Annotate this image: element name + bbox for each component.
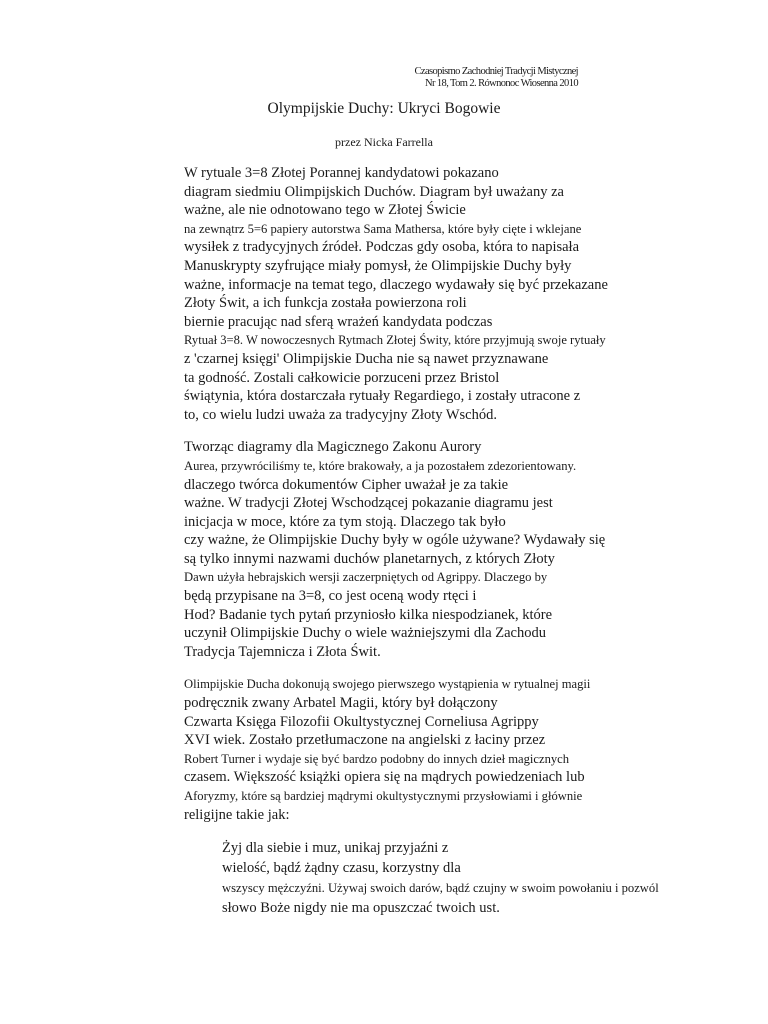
text-line: ważne, ale nie odnotowano tego w Złotej Świcie: [184, 202, 466, 219]
journal-name: Czasopismo Zachodniej Tradycji Mistycznej: [414, 66, 578, 77]
text-line: W rytuale 3=8 Złotej Porannej kandydatowi pokazano: [184, 165, 499, 181]
text-line: Hod? Badanie tych pytań przyniosło kilka niespodzianek, które: [184, 606, 553, 623]
text-line: Manuskrypty szyfrujące miały pomysł, że Olimpijskie Duchy były: [184, 257, 572, 274]
text-line: Rytuał 3=8. W nowoczesnych Rytmach Złotej Świty, które przyjmują swoje rytuały: [184, 333, 606, 348]
text-line: czasem. Większość książki opiera się na mądrych powiedzeniach lub: [184, 769, 585, 786]
text-line: ta godność. Zostali całkowicie porzuceni przez Bristol: [184, 369, 500, 386]
article-title: Olympijskie Duchy: Ukryci Bogowie: [267, 100, 501, 117]
text-line: dlaczego twórca dokumentów Cipher uważał je za takie: [184, 476, 509, 493]
text-line: XVI wiek. Zostało przetłumaczone na angielski z łaciny przez: [184, 732, 546, 749]
text-line: wysiłek z tradycyjnych źródeł. Podczas gdy osoba, która to napisała: [184, 239, 580, 256]
text-line: Złoty Świt, a ich funkcja została powierzona roli: [184, 295, 467, 312]
text-line: diagram siedmiu Olimpijskich Duchów. Diagram był uważany za: [184, 183, 564, 200]
text-line: Tworząc diagramy dla Magicznego Zakonu Aurory: [184, 439, 482, 456]
text-line: Aurea, przywróciliśmy te, które brakowały, a ja pozostałem zdezorientowany.: [184, 458, 577, 473]
text-line: świątynia, która dostarczała rytuały Regardiego, i zostały utracone z: [184, 388, 581, 405]
paragraph-3: [184, 675, 654, 824]
issue-line: Nr 18, Tom 2. Równonoc Wiosenna 2010: [424, 78, 578, 89]
text-line: na zewnątrz 5=6 papiery autorstwa Sama Mathersa, które były cięte i wklejane: [184, 221, 582, 236]
text-line: z 'czarnej księgi' Olimpijskie Ducha nie są nawet przyznawane: [184, 350, 549, 367]
text-line: ważne. W tradycji Złotej Wschodzącej pokazanie diagramu jest: [184, 495, 553, 512]
article-author: przez Nicka Farrella: [335, 135, 433, 149]
running-header: [380, 66, 578, 90]
text-line: uczynił Olimpijskie Duchy o wiele ważniejszymi dla Zachodu: [184, 625, 546, 642]
text-line: Robert Turner i wydaje się być bardzo podobny do innych dzieł magicznych: [184, 751, 570, 766]
text-line: Tradycja Tajemnicza i Złota Świt.: [184, 643, 381, 660]
text-line: Czwarta Księga Filozofii Okultystycznej Corneliusa Agrippy: [184, 713, 539, 730]
quote-line: Żyj dla siebie i muz, unikaj przyjaźni z: [222, 840, 449, 857]
paragraph-2: [184, 438, 654, 661]
quote-line: wszyscy mężczyźni. Używaj swoich darów, bądź czujny w swoim powołaniu i pozwól: [222, 881, 659, 896]
text-line: Aforyzmy, które są bardziej mądrymi okultystycznymi przysłowiami i głównie: [184, 789, 583, 803]
text-line: to, co wielu ludzi uważa za tradycyjny Złoty Wschód.: [184, 406, 497, 423]
text-line: czy ważne, że Olimpijskie Duchy były w ogóle używane? Wydawały się: [184, 532, 606, 549]
block-quote: [184, 838, 659, 918]
quote-line: słowo Boże nigdy nie ma opuszczać twoich ust.: [222, 900, 500, 917]
text-line: Dawn użyła hebrajskich wersji zaczerpniętych od Agrippy. Dlaczego by: [184, 570, 548, 585]
text-line: inicjacja w moce, które za tym stoją. Dlaczego tak było: [184, 513, 506, 530]
text-line: religijne takie jak:: [184, 806, 290, 823]
text-line: biernie pracując nad sferą wrażeń kandydata podczas: [184, 313, 493, 330]
text-line: będą przypisane na 3=8, co jest oceną wody rtęci i: [184, 588, 477, 605]
paragraph-1: [184, 164, 654, 424]
quote-line: wielość, bądź żądny czasu, korzystny dla: [222, 860, 461, 877]
text-line: podręcznik zwany Arbatel Magii, który był dołączony: [184, 695, 498, 712]
article-body: [184, 164, 659, 918]
text-line: ważne, informacje na temat tego, dlaczego wydawały się być przekazane: [184, 276, 608, 293]
text-line: Olimpijskie Ducha dokonują swojego pierwszego wystąpienia w rytualnej magii: [184, 677, 591, 692]
text-line: są tylko innymi nazwami duchów planetarnych, z których Złoty: [184, 550, 555, 567]
